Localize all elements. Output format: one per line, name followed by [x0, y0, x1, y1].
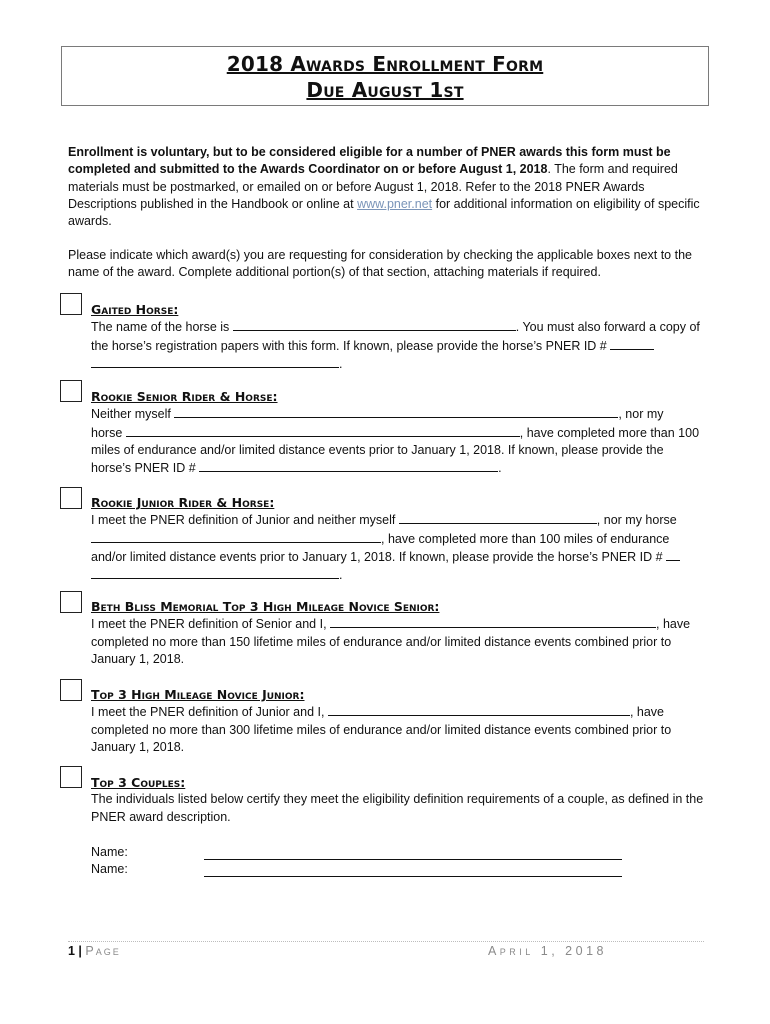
- gaited-horse-title: Gaited Horse:: [91, 302, 179, 317]
- name2-label: Name:: [91, 862, 128, 876]
- instructions-paragraph: Please indicate which award(s) you are requesting for consideration by checking the applicable boxes next to the name of the award. Complete additional portion(s) of that section, attaching materials if required.: [68, 248, 692, 280]
- rider-name-field[interactable]: [399, 511, 597, 524]
- form-title: 2018 Awards Enrollment Form: [226, 52, 544, 76]
- beth-bliss-checkbox[interactable]: [60, 591, 82, 613]
- page-separator: |: [74, 944, 86, 958]
- gaited-horse-checkbox[interactable]: [60, 293, 82, 315]
- pner-id-field[interactable]: [199, 459, 498, 472]
- name1-field[interactable]: [204, 845, 622, 860]
- gaited-horse-body: The name of the horse is . You must also forward a copy of the horse’s registration papers with this form. If known, please provide the horse’s PNER ID # .: [91, 320, 700, 371]
- intro-paragraph: [68, 144, 704, 230]
- novice-junior-body: I meet the PNER definition of Junior and I, , have completed no more than 300 lifetime miles of endurance and/or limited distance events combined prior to January 1, 2018.: [91, 705, 672, 754]
- rookie-senior-section: [91, 388, 706, 477]
- rookie-junior-checkbox[interactable]: [60, 487, 82, 509]
- rider-name-field[interactable]: [174, 405, 618, 418]
- rider-name-field[interactable]: [330, 615, 656, 628]
- couples-body: The individuals listed below certify they meet the eligibility definition requirements of a couple, as defined in the PNER award description.: [91, 792, 704, 824]
- rookie-senior-checkbox[interactable]: [60, 380, 82, 402]
- novice-junior-title: Top 3 High Mileage Novice Junior:: [91, 687, 305, 702]
- rookie-senior-body: Neither myself , nor my horse , have completed more than 100 miles of endurance and/or limited distance events prior to January 1, 2018. If known, please provide the horse’s PNER ID # .: [91, 407, 700, 476]
- rookie-senior-title: Rookie Senior Rider & Horse:: [91, 389, 278, 404]
- intro-text-end: for additional information on eligibility of specific awards.: [68, 196, 700, 229]
- pner-id-field-continued[interactable]: [91, 355, 339, 368]
- name2-field[interactable]: [204, 862, 622, 877]
- rookie-junior-body: I meet the PNER definition of Junior and neither myself , nor my horse , have completed more than 100 miles of endurance and/or limited distance events prior to January 1, 2018. If known, please provide the horse’s PNER ID # .: [91, 511, 706, 584]
- horse-name-field[interactable]: [91, 530, 381, 543]
- pner-id-field-continued[interactable]: [91, 566, 339, 579]
- couples-checkbox[interactable]: [60, 766, 82, 788]
- intro-bold-text: Enrollment is voluntary, but to be considered eligible for a number of PNER awards this form must be completed and submitted to the Awards Coordinator on or before August 1, 2018: [68, 145, 671, 177]
- horse-name-field[interactable]: [126, 424, 520, 437]
- footer-divider: [68, 941, 704, 942]
- rookie-junior-section: [91, 494, 706, 584]
- pner-website-link[interactable]: www.pner.net: [357, 196, 433, 211]
- beth-bliss-body: I meet the PNER definition of Senior and I, , have completed no more than 150 lifetime miles of endurance and/or limited distance events combined prior to January 1, 2018.: [91, 617, 691, 666]
- horse-name-field[interactable]: [233, 318, 516, 331]
- rookie-junior-title: Rookie Junior Rider & Horse:: [91, 495, 275, 510]
- footer-page: [68, 944, 121, 958]
- gaited-horse-section: [91, 301, 706, 373]
- intro-text: . The form and required materials must be postmarked, or emailed on or before August 1, 2018. Refer to the 2018 PNER Awards Descriptions published in the Handbook or online at: [68, 162, 678, 211]
- footer-date: April 1, 2018: [487, 944, 607, 958]
- beth-bliss-section: [91, 598, 706, 668]
- page-label: Page: [85, 944, 121, 958]
- beth-bliss-title: Beth Bliss Memorial Top 3 High Mileage Novice Senior:: [91, 599, 440, 614]
- rider-name-field[interactable]: [328, 703, 630, 716]
- title-box: [61, 46, 709, 106]
- page-number: 1: [68, 944, 75, 958]
- pner-id-field[interactable]: [666, 548, 680, 561]
- name1-label: Name:: [91, 845, 128, 859]
- novice-junior-section: [91, 686, 706, 756]
- couples-section: [91, 774, 706, 826]
- pner-id-field[interactable]: [610, 337, 654, 350]
- couples-title: Top 3 Couples:: [91, 775, 186, 790]
- form-due-date: Due August 1st: [306, 78, 464, 102]
- novice-junior-checkbox[interactable]: [60, 679, 82, 701]
